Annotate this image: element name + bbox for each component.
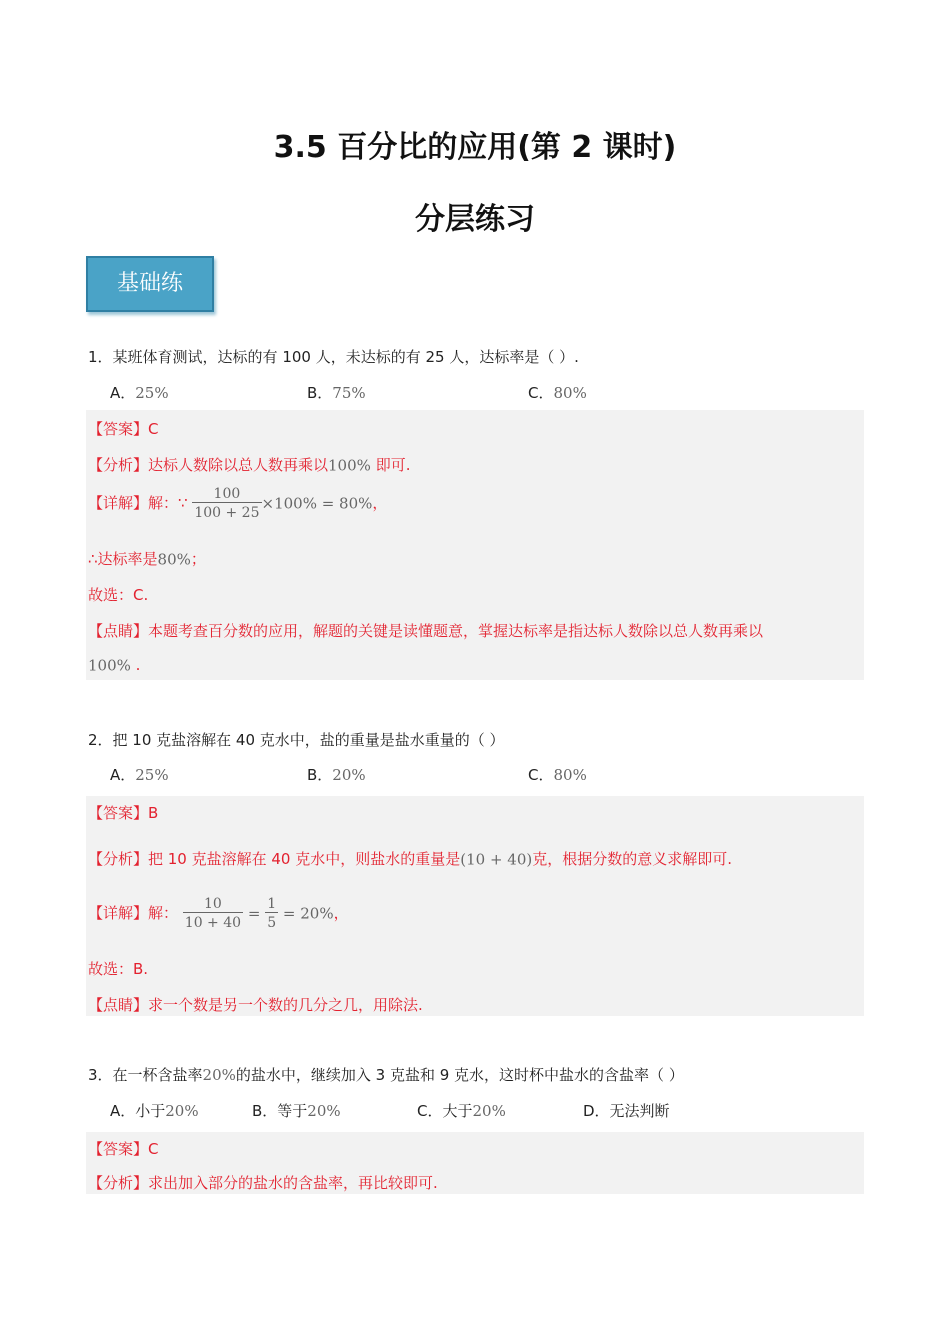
question-1-answer: 【答案】C [88, 420, 159, 438]
question-2-analysis: 【分析】把 10 克盐溶解在 40 克水中，则盐水的重量是(10 + 40)克，根据分数的意义求解即可. [88, 850, 733, 869]
page-subtitle: 分层练习 [415, 202, 535, 237]
question-1-choose: 故选：C. [88, 586, 149, 604]
question-3-option-d: D．无法判断 [583, 1102, 670, 1120]
question-1-comment: 【点睛】本题考查百分数的应用，解题的关键是读懂题意，掌握达标率是指达标人数除以总人数再乘以 [88, 622, 764, 640]
question-1-fraction: $\frac{100}{100 + 25}$ [194, 486, 260, 521]
question-1-detail: 【详解】解：∵ $\frac{100}{100 + 25}$ ×100% = 80%， [88, 486, 388, 521]
question-1-analysis: 【分析】达标人数除以总人数再乘以100% 即可. [88, 456, 411, 475]
question-2-answer: 【答案】B [88, 804, 159, 822]
question-2-fraction-2: $\frac{1}{5}$ [267, 896, 277, 931]
question-2-fraction-1: $\frac{10}{10 + 40}$ [184, 896, 242, 931]
page-title: 3.5 百分比的应用(第 2 课时) [273, 130, 677, 165]
question-1-therefore: ∴达标率是80%； [88, 550, 206, 569]
question-3-analysis: 【分析】求出加入部分的盐水的含盐率，再比较即可. [88, 1174, 438, 1192]
question-2-option-b: B．20% [307, 766, 366, 784]
question-3-option-c: C．大于20% [417, 1102, 506, 1120]
question-2-comment: 【点睛】求一个数是另一个数的几分之几，用除法. [88, 996, 423, 1014]
section-badge: 基础练 [86, 256, 214, 312]
question-2-choose: 故选：B. [88, 960, 149, 978]
question-1-option-a: A．25% [110, 384, 169, 402]
question-2-option-c: C．80% [528, 766, 587, 784]
question-2-option-a: A．25% [110, 766, 169, 784]
question-1-option-b: B．75% [307, 384, 366, 402]
question-3-option-b: B．等于20% [252, 1102, 341, 1120]
question-3-option-a: A．小于20% [110, 1102, 199, 1120]
question-3-stem: 3．在一杯含盐率20%的盐水中，继续加入 3 克盐和 9 克水，这时杯中盐水的含盐率（ ） [88, 1066, 684, 1084]
question-3-answer: 【答案】C [88, 1140, 159, 1158]
question-1-comment-end: 100% . [88, 656, 141, 675]
question-2-stem: 2．把 10 克盐溶解在 40 克水中，盐的重量是盐水重量的（ ） [88, 731, 505, 749]
question-2-detail: 【详解】解： $\frac{10}{10 + 40}$ = $\frac{1}{5}$ = 20%， [88, 896, 349, 931]
question-1-stem: 1．某班体育测试，达标的有 100 人，未达标的有 25 人，达标率是（ ）. [88, 348, 579, 366]
question-1-option-c: C．80% [528, 384, 587, 402]
